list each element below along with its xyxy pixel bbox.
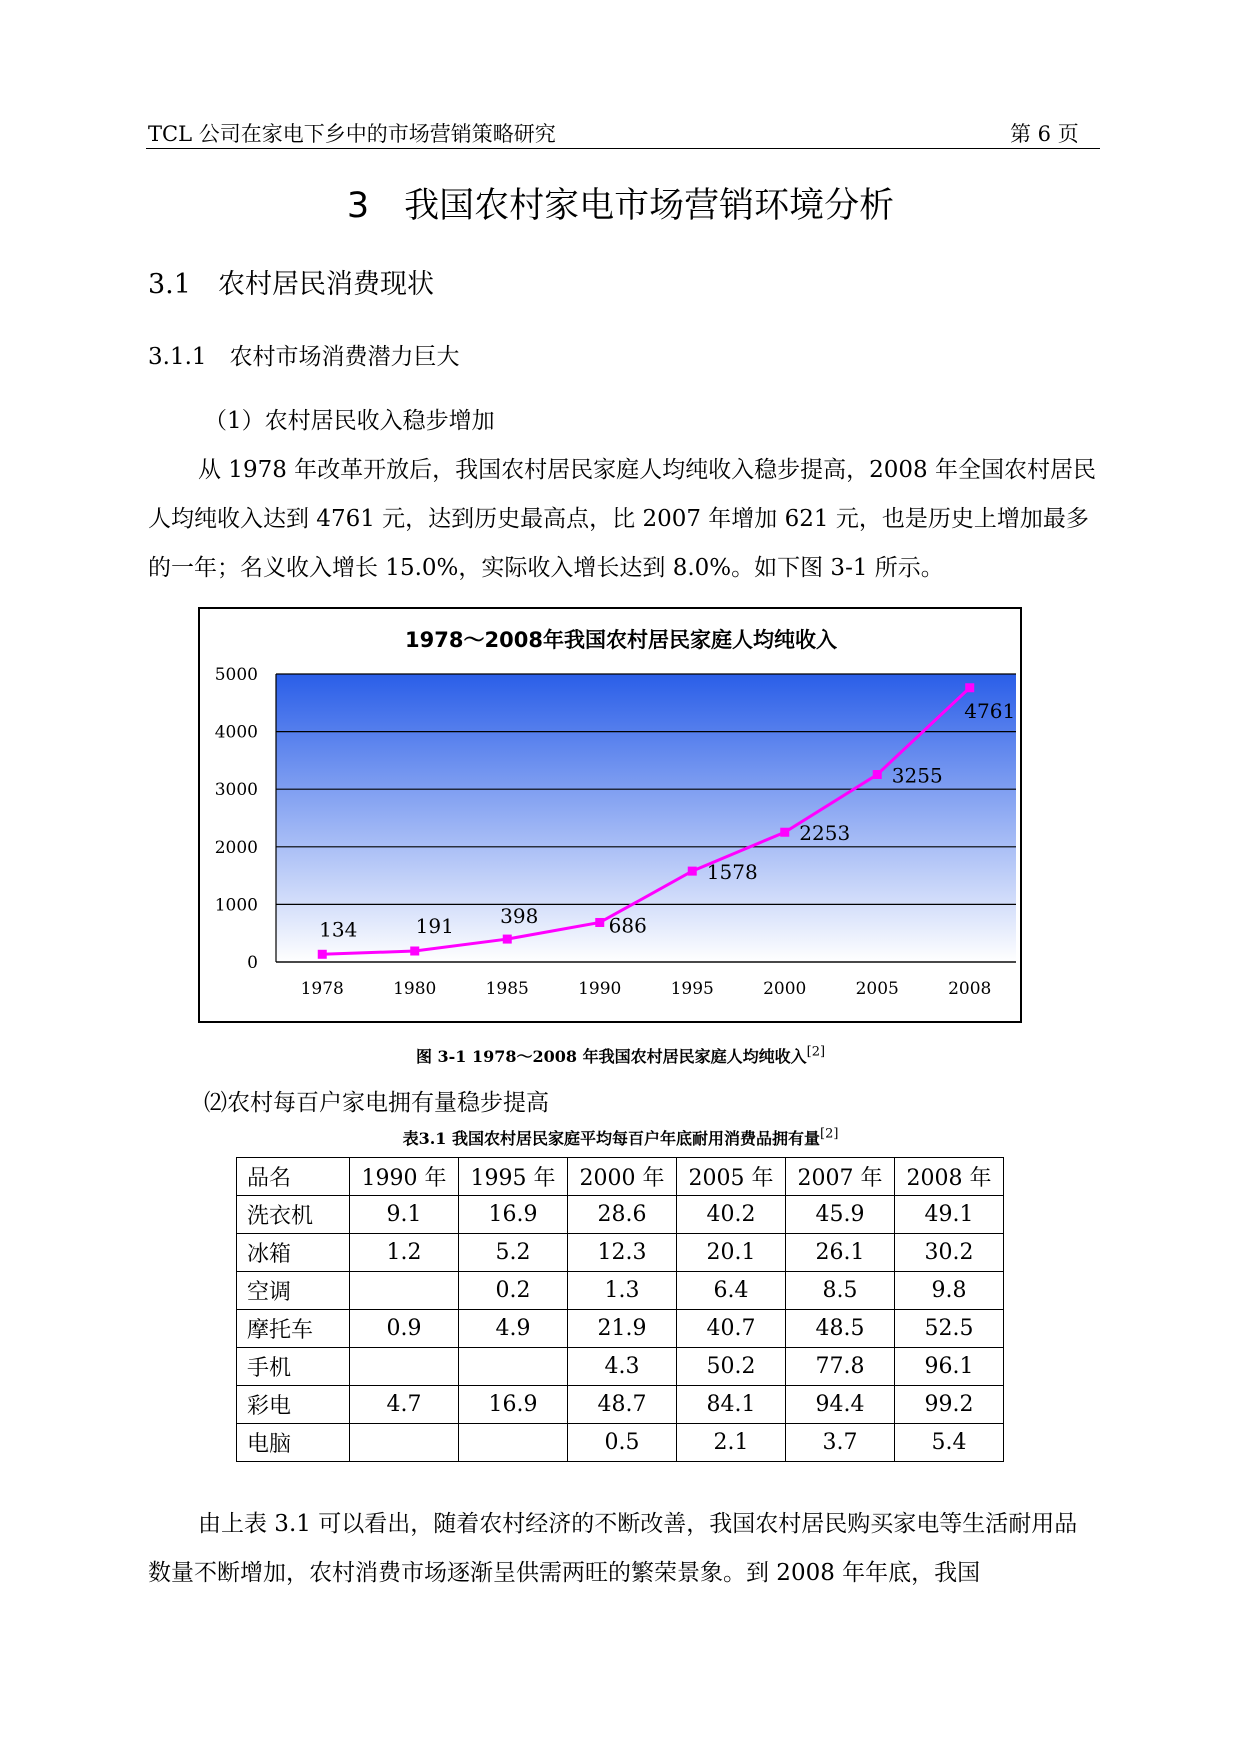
column-header: 2005 年 <box>677 1158 786 1196</box>
table-caption-ref: [2] <box>820 1126 839 1142</box>
table-cell: 2.1 <box>677 1424 786 1462</box>
data-label: 1578 <box>706 860 758 885</box>
table-cell: 48.5 <box>786 1310 895 1348</box>
data-label: 398 <box>500 904 539 929</box>
y-tick-label: 3000 <box>214 780 258 801</box>
table-cell <box>350 1348 459 1386</box>
x-tick-label: 1985 <box>485 979 529 999</box>
column-header: 1990 年 <box>350 1158 459 1196</box>
data-point <box>318 950 327 959</box>
data-point <box>688 867 697 876</box>
table-cell: 空调 <box>237 1272 350 1310</box>
table-cell: 40.2 <box>677 1196 786 1234</box>
x-tick-label: 1995 <box>670 979 714 999</box>
section-heading: 3.1 农村居民消费现状 <box>148 269 434 300</box>
paragraph-subhead: （1）农村居民收入稳步增加 <box>204 408 495 434</box>
table-cell: 21.9 <box>568 1310 677 1348</box>
data-label: 686 <box>608 913 647 938</box>
table-cell: 4.7 <box>350 1386 459 1424</box>
table-cell: 3.7 <box>786 1424 895 1462</box>
figure-caption-ref: [2] <box>806 1044 826 1060</box>
table-cell: 摩托车 <box>237 1310 350 1348</box>
running-header-title: TCL 公司在家电下乡中的市场营销策略研究 <box>148 122 556 146</box>
table-cell: 洗衣机 <box>237 1196 350 1234</box>
y-tick-label: 2000 <box>214 837 258 858</box>
table-cell: 84.1 <box>677 1386 786 1424</box>
table-cell: 0.2 <box>459 1272 568 1310</box>
income-chart-frame <box>198 607 1022 1023</box>
header-divider <box>146 148 1100 149</box>
column-header: 1995 年 <box>459 1158 568 1196</box>
column-header: 2007 年 <box>786 1158 895 1196</box>
x-tick-label: 2000 <box>763 979 807 999</box>
income-line-chart <box>200 609 1020 1021</box>
table-cell: 电脑 <box>237 1424 350 1462</box>
table-cell: 6.4 <box>677 1272 786 1310</box>
table-cell: 30.2 <box>895 1234 1004 1272</box>
table-row <box>237 1196 1004 1234</box>
table-cell: 手机 <box>237 1348 350 1386</box>
table-cell: 48.7 <box>568 1386 677 1424</box>
data-point <box>503 935 512 944</box>
data-label: 3255 <box>891 763 943 788</box>
data-point <box>780 828 789 837</box>
table-cell: 5.2 <box>459 1234 568 1272</box>
table-cell <box>350 1424 459 1462</box>
column-header: 2008 年 <box>895 1158 1004 1196</box>
table-cell: 52.5 <box>895 1310 1004 1348</box>
y-tick-label: 0 <box>247 953 258 973</box>
table-cell: 99.2 <box>895 1386 1004 1424</box>
table-row <box>237 1272 1004 1310</box>
table-cell: 40.7 <box>677 1310 786 1348</box>
table-row <box>237 1310 1004 1348</box>
body-paragraph: 从 1978 年改革开放后，我国农村居民家庭人均纯收入稳步提高，2008 年全国农村居民人均纯收入达到 4761 元，达到历史最高点，比 2007 年增加 621 元，也是历史上增加最多的一年；名义收入增长 15.0%，实际收入增长达到 8.0%。如下图 3-1 所示。 <box>148 457 1096 581</box>
column-header: 2000 年 <box>568 1158 677 1196</box>
table-cell: 12.3 <box>568 1234 677 1272</box>
y-tick-label: 4000 <box>214 722 258 743</box>
data-point <box>410 946 419 955</box>
figure-caption-text: 图 3-1 1978～2008 年我国农村居民家庭人均纯收入 <box>415 1047 807 1066</box>
x-tick-label: 1980 <box>393 979 437 999</box>
data-label: 191 <box>415 913 454 938</box>
y-tick-label: 5000 <box>214 665 258 685</box>
data-label: 2253 <box>799 821 851 846</box>
table-cell: 77.8 <box>786 1348 895 1386</box>
table-cell: 1.2 <box>350 1234 459 1272</box>
table-caption <box>0 1126 1241 1149</box>
table-cell: 1.3 <box>568 1272 677 1310</box>
data-label: 134 <box>319 917 358 942</box>
table-cell: 28.6 <box>568 1196 677 1234</box>
table-cell: 4.9 <box>459 1310 568 1348</box>
subsection-heading: 3.1.1 农村市场消费潜力巨大 <box>148 344 460 370</box>
chapter-title: 3 我国农村家电市场营销环境分析 <box>346 186 895 226</box>
table-cell: 96.1 <box>895 1348 1004 1386</box>
x-tick-label: 2005 <box>855 979 899 999</box>
table-cell: 彩电 <box>237 1386 350 1424</box>
table-header-row <box>237 1158 1004 1196</box>
table-cell: 0.5 <box>568 1424 677 1462</box>
table-cell <box>459 1348 568 1386</box>
data-point <box>965 683 974 692</box>
table-row <box>237 1386 1004 1424</box>
table-cell: 5.4 <box>895 1424 1004 1462</box>
y-tick-label: 1000 <box>214 895 258 916</box>
table-cell: 50.2 <box>677 1348 786 1386</box>
data-label: 4761 <box>964 698 1016 723</box>
running-header-page-number: 第 6 页 <box>1010 122 1079 146</box>
x-tick-label: 1990 <box>578 979 622 999</box>
paragraph-subhead: ⑵农村每百户家电拥有量稳步提高 <box>204 1090 549 1116</box>
table-row <box>237 1234 1004 1272</box>
table-cell: 20.1 <box>677 1234 786 1272</box>
table-cell: 45.9 <box>786 1196 895 1234</box>
table-cell: 4.3 <box>568 1348 677 1386</box>
column-header: 品名 <box>237 1158 350 1196</box>
table-cell: 冰箱 <box>237 1234 350 1272</box>
x-tick-label: 1978 <box>300 979 344 999</box>
table-cell: 8.5 <box>786 1272 895 1310</box>
body-paragraph: 由上表 3.1 可以看出，随着农村经济的不断改善，我国农村居民购买家电等生活耐用品数量不断增加，农村消费市场逐渐呈供需两旺的繁荣景象。到 2008 年年底，我国 <box>148 1511 1078 1586</box>
table-cell: 16.9 <box>459 1386 568 1424</box>
appliance-ownership-table <box>236 1157 1004 1462</box>
table-cell: 49.1 <box>895 1196 1004 1234</box>
table-cell: 26.1 <box>786 1234 895 1272</box>
table-row <box>237 1424 1004 1462</box>
x-tick-label: 2008 <box>948 979 992 999</box>
table-caption-text: 表3.1 我国农村居民家庭平均每百户年底耐用消费品拥有量 <box>402 1129 820 1148</box>
data-point <box>595 918 604 927</box>
data-point <box>873 770 882 779</box>
table-cell <box>350 1272 459 1310</box>
table-cell: 9.8 <box>895 1272 1004 1310</box>
table-cell: 16.9 <box>459 1196 568 1234</box>
figure-caption <box>0 1044 1241 1067</box>
table-row <box>237 1348 1004 1386</box>
chart-title: 1978～2008年我国农村居民家庭人均纯收入 <box>405 628 837 652</box>
table-cell: 0.9 <box>350 1310 459 1348</box>
table-cell: 9.1 <box>350 1196 459 1234</box>
table-cell <box>459 1424 568 1462</box>
table-cell: 94.4 <box>786 1386 895 1424</box>
